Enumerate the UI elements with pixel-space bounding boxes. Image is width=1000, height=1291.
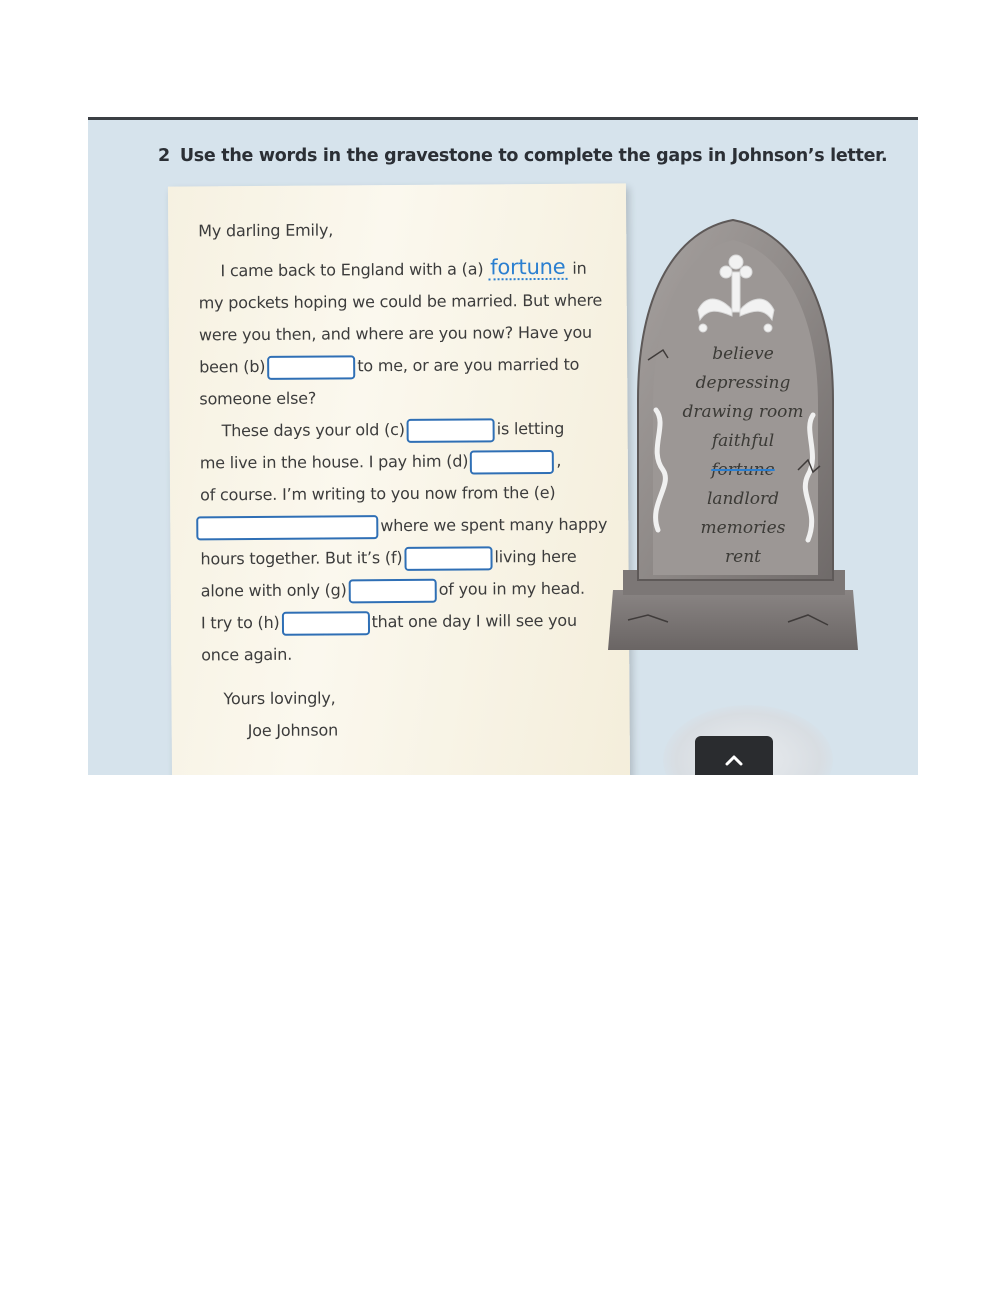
- word-faithful: faithful: [711, 431, 775, 451]
- instruction-text: Use the words in the gravestone to complete the gaps in Johnson’s letter.: [179, 146, 888, 166]
- word-drawing-room: drawing room: [682, 402, 804, 422]
- letter-paper: [168, 183, 630, 775]
- salutation: My darling Emily,: [198, 220, 334, 241]
- letter-line-d: me live in the house. I pay him (d) ,: [199, 450, 562, 473]
- gap-h-input[interactable]: [281, 611, 369, 636]
- letter-line-b: been (b) to me, or are you married to: [199, 350, 579, 383]
- gap-c-input[interactable]: [407, 418, 495, 443]
- exercise-instruction: [158, 146, 887, 166]
- scroll-to-top-button[interactable]: [695, 736, 773, 775]
- letter-line-e: where we spent many happy: [194, 510, 607, 543]
- word-rent: rent: [725, 547, 761, 567]
- letter-line: of course. I’m writing to you now from the (e): [199, 482, 556, 505]
- word-landlord: landlord: [706, 489, 780, 509]
- letter-line-f: hours together. But it’s (f) living here: [200, 542, 576, 575]
- letter-line: were you then, and where are you now? Have you: [198, 322, 593, 345]
- letter-line: someone else?: [199, 388, 317, 409]
- gap-f-input[interactable]: [404, 546, 492, 571]
- word-believe: believe: [712, 344, 774, 364]
- letter-line-h: I try to (h) that one day I will see you: [201, 606, 577, 639]
- letter-line: once again.: [201, 644, 293, 665]
- word-memories: memories: [700, 518, 786, 538]
- closing: Yours lovingly,: [223, 688, 336, 709]
- letter-line: my pockets hoping we could be married. But where: [198, 290, 603, 313]
- word-depressing: depressing: [695, 373, 791, 393]
- signature: Joe Johnson: [247, 720, 339, 741]
- gravestone-word-list: [678, 340, 808, 572]
- letter-line-g: alone with only (g) of you in my head.: [201, 574, 585, 607]
- word-fortune-used: fortune: [711, 460, 775, 480]
- letter-line-a: I came back to England with a (a) fortune in: [220, 254, 587, 281]
- letter-body: [198, 214, 608, 741]
- gap-b-input[interactable]: [267, 355, 355, 380]
- gap-g-input[interactable]: [349, 578, 437, 603]
- answer-a-filled[interactable]: fortune: [488, 256, 567, 281]
- chevron-up-icon: [695, 736, 773, 775]
- letter-line-c: These days your old (c) is letting: [222, 414, 565, 446]
- gap-d-input[interactable]: [470, 449, 554, 474]
- gap-e-input[interactable]: [196, 515, 378, 540]
- exercise-number: 2: [158, 146, 170, 166]
- exercise-panel: [88, 117, 918, 775]
